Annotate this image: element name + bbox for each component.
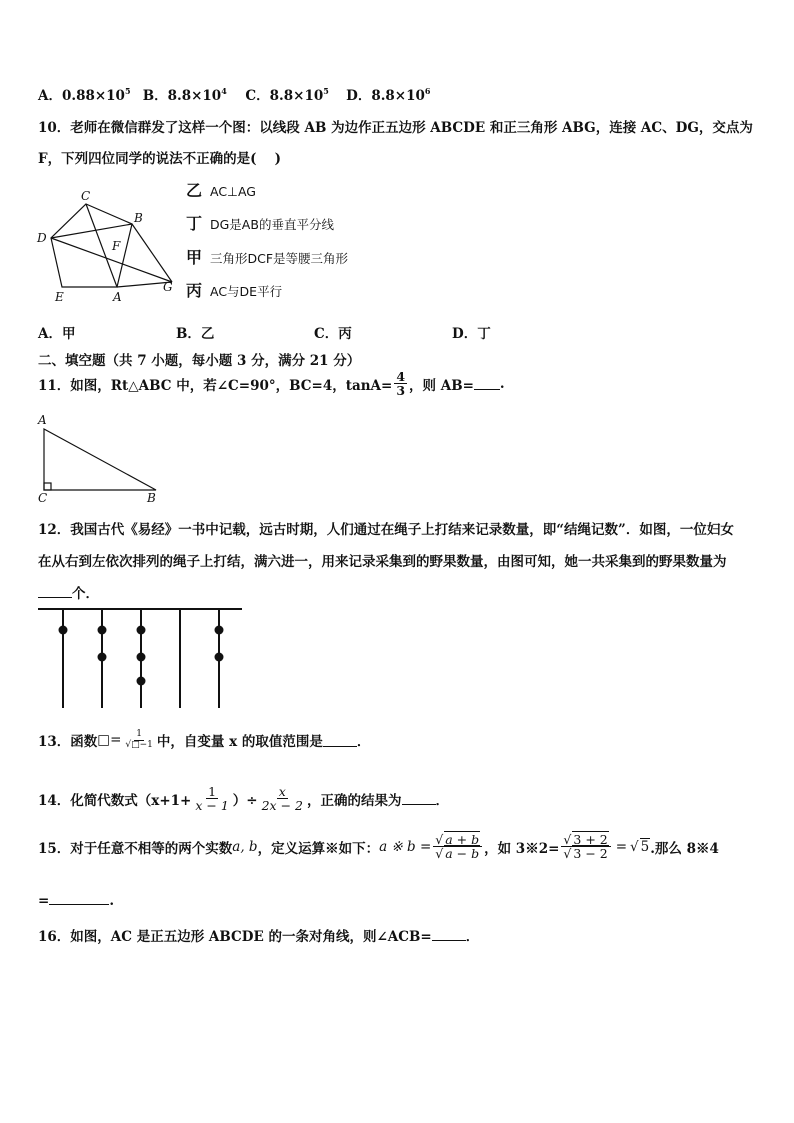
q14-fraction-1: $\frac{1}{x - 1}$ bbox=[195, 784, 229, 814]
line-bg bbox=[132, 224, 172, 282]
label-e: E bbox=[55, 290, 64, 304]
q13-text: 13．函数 □ = $\frac{1}{√□-1}$ 中，自变量 x 的取值范围是 ． bbox=[38, 729, 371, 750]
q14-text: 14．化简代数式（x+1+ $\frac{1}{x - 1}$ ）÷ $\frac{x}{2x - 2}$ ，正确的结果为 ． bbox=[38, 784, 449, 814]
q16-answer-blank bbox=[432, 928, 466, 941]
q9-options bbox=[38, 84, 430, 104]
knot bbox=[137, 626, 146, 635]
q12-line3: 个． bbox=[38, 582, 99, 602]
q10-statement-3: 甲 三角形DCF是等腰三角形 bbox=[186, 248, 349, 267]
q15-definition-fraction: $\frac{√ a + b}{√ a - b}$ bbox=[433, 833, 482, 860]
label-c: C bbox=[81, 190, 91, 203]
knot bbox=[59, 626, 68, 635]
label-a: A bbox=[113, 290, 122, 304]
q11-triangle-figure bbox=[34, 412, 164, 504]
label-g: G bbox=[163, 280, 173, 294]
q12-answer-blank bbox=[38, 585, 72, 598]
label-f: F bbox=[112, 239, 121, 253]
knot bbox=[98, 653, 107, 662]
label-a: A bbox=[38, 413, 47, 427]
q11-text: 11．如图，Rt△ABC 中，若∠C=90°，BC=4，tanA= $\frac{4}{3}$ ，则 AB= . bbox=[38, 369, 505, 399]
q15-line2: = . bbox=[38, 893, 115, 909]
q10-statement-2: 丁 DG是AB的垂直平分线 bbox=[186, 214, 334, 233]
q9-option-d: D．8.8×106 bbox=[346, 86, 431, 104]
triangle-shape bbox=[44, 429, 156, 490]
q10-statement-1: 乙 AC⊥AG bbox=[186, 181, 256, 200]
q9-option-a: A．0.88×105 bbox=[38, 86, 131, 104]
q13-fraction: $\frac{1}{√□-1}$ bbox=[125, 729, 153, 750]
q12-line1: 12．我国古代《易经》一书中记载，远古时期，人们通过在绳子上打结来记录数量，即“结绳记数”．如图，一位妇女 bbox=[38, 522, 734, 538]
q11-fraction: $\frac{4}{3}$ bbox=[396, 369, 406, 399]
q10-statement-4: 丙 AC与DE平行 bbox=[186, 281, 283, 300]
knot bbox=[215, 653, 224, 662]
label-d: D bbox=[37, 231, 47, 245]
q11-answer-blank bbox=[474, 377, 500, 390]
section-title-fill-in: 二、填空题（共 7 小题，每小题 3 分，满分 21 分） bbox=[38, 353, 361, 369]
q12-line2: 在从右到左依次排列的绳子上打结，满六进一，用来记录采集到的野果数量，由图可知，她一共采集到的野果数量为 bbox=[38, 554, 727, 570]
label-b: B bbox=[147, 491, 156, 504]
q13-answer-blank bbox=[323, 734, 357, 747]
q10-option-a: A．甲 bbox=[38, 326, 76, 342]
knot bbox=[215, 626, 224, 635]
q10-option-b: B．乙 bbox=[176, 326, 215, 342]
q15-text: 15．对于任意不相等的两个实数 a, b ，定义运算※如下： a ※ b = $\frac{√ a + b}{√ a - b}$ ，如 3※2= $\frac{√ 3 + 2}{√ 3 - 2}$ = √ 5 .那么 8※4 bbox=[38, 832, 719, 862]
q15-example-fraction: $\frac{√ 3 + 2}{√ 3 - 2}$ bbox=[561, 833, 610, 860]
q9-option-c: C．8.8×105 bbox=[245, 86, 329, 104]
q10-pentagon-figure bbox=[34, 190, 184, 305]
knot bbox=[137, 653, 146, 662]
q14-answer-blank bbox=[402, 792, 436, 805]
q16-text: 16．如图，AC 是正五边形 ABCDE 的一条对角线，则∠ACB= ． bbox=[38, 929, 480, 945]
knot bbox=[137, 677, 146, 686]
q10-option-d: D．丁 bbox=[452, 326, 491, 342]
label-c: C bbox=[38, 491, 48, 504]
q14-fraction-2: $\frac{x}{2x - 2}$ bbox=[261, 784, 303, 814]
q10-line2: F，下列四位同学的说法不正确的是( ) bbox=[38, 151, 282, 167]
knot bbox=[98, 626, 107, 635]
q12-knot-rope-figure bbox=[36, 604, 246, 710]
label-b: B bbox=[134, 211, 143, 225]
q10-line1: 10．老师在微信群发了这样一个图：以线段 AB 为边作正五边形 ABCDE 和正三角形 ABG，连接 AC、DG，交点为 bbox=[38, 120, 753, 136]
right-angle-mark bbox=[44, 483, 51, 490]
q15-answer-blank bbox=[49, 892, 109, 905]
q10-option-c: C．丙 bbox=[314, 326, 352, 342]
q9-option-b: B．8.8×104 bbox=[142, 86, 227, 104]
